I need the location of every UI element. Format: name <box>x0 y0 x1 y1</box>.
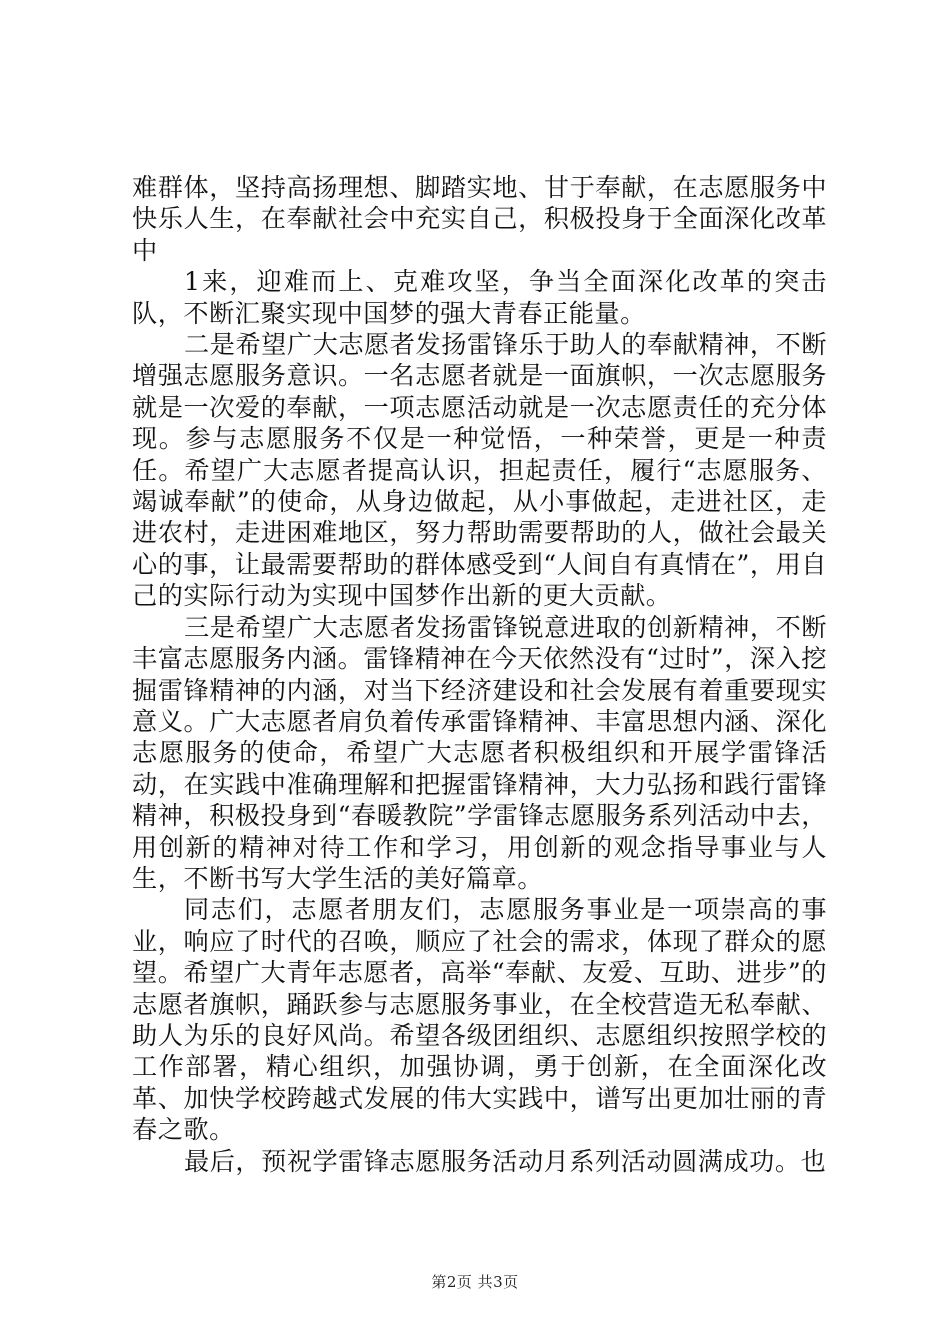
paragraph: 同志们，志愿者朋友们，志愿服务事业是一项崇高的事业，响应了时代的召唤，顺应了社会的需求，体现了群众的愿望。希望广大青年志愿者，高举“奉献、友爱、互助、进步”的志愿者旗帜，踊跃参与志愿服务事业，在全校营造无私奉献、助人为乐的良好风尚。希望各级团组织、志愿组织按照学校的工作部署，精心组织，加强协调，勇于创新，在全面深化改革、加快学校跨越式发展的伟大实践中，谱写出更加壮丽的青春之歌。 <box>132 895 827 1145</box>
paragraph: 1来，迎难而上、克难攻坚，争当全面深化改革的突击队，不断汇聚实现中国梦的强大青春正能量。 <box>132 267 827 328</box>
paragraph: 最后，预祝学雷锋志愿服务活动月系列活动圆满成功。也 <box>184 1146 827 1176</box>
document-body <box>132 172 827 1177</box>
paragraph: 三是希望广大志愿者发扬雷锋锐意进取的创新精神，不断丰富志愿服务内涵。雷锋精神在今天依然没有“过时”，深入挖掘雷锋精神的内涵，对当下经济建设和社会发展有着重要现实意义。广大志愿者肩负着传承雷锋精神、丰富思想内涵、深化志愿服务的使命，希望广大志愿者积极组织和开展学雷锋活动，在实践中准确理解和把握雷锋精神，大力弘扬和践行雷锋精神，积极投身到“春暖教院”学雷锋志愿服务系列活动中去，用创新的精神对待工作和学习，用创新的观念指导事业与人生，不断书写大学生活的美好篇章。 <box>132 612 827 893</box>
paragraph: 难群体，坚持高扬理想、脚踏实地、甘于奉献，在志愿服务中快乐人生，在奉献社会中充实自己，积极投身于全面深化改革中 <box>132 173 827 265</box>
paragraph: 二是希望广大志愿者发扬雷锋乐于助人的奉献精神，不断增强志愿服务意识。一名志愿者就是一面旗帜，一次志愿服务就是一次爱的奉献，一项志愿活动就是一次志愿责任的充分体现。参与志愿服务不仅是一种觉悟，一种荣誉，更是一种责任。希望广大志愿者提高认识，担起责任，履行“志愿服务、竭诚奉献”的使命，从身边做起，从小事做起，走进社区，走进农村，走进困难地区，努力帮助需要帮助的人，做社会最关心的事，让最需要帮助的群体感受到“人间自有真情在”，用自己的实际行动为实现中国梦作出新的更大贡献。 <box>132 330 827 611</box>
page-number-footer: 第2页 共3页 <box>431 1273 519 1291</box>
